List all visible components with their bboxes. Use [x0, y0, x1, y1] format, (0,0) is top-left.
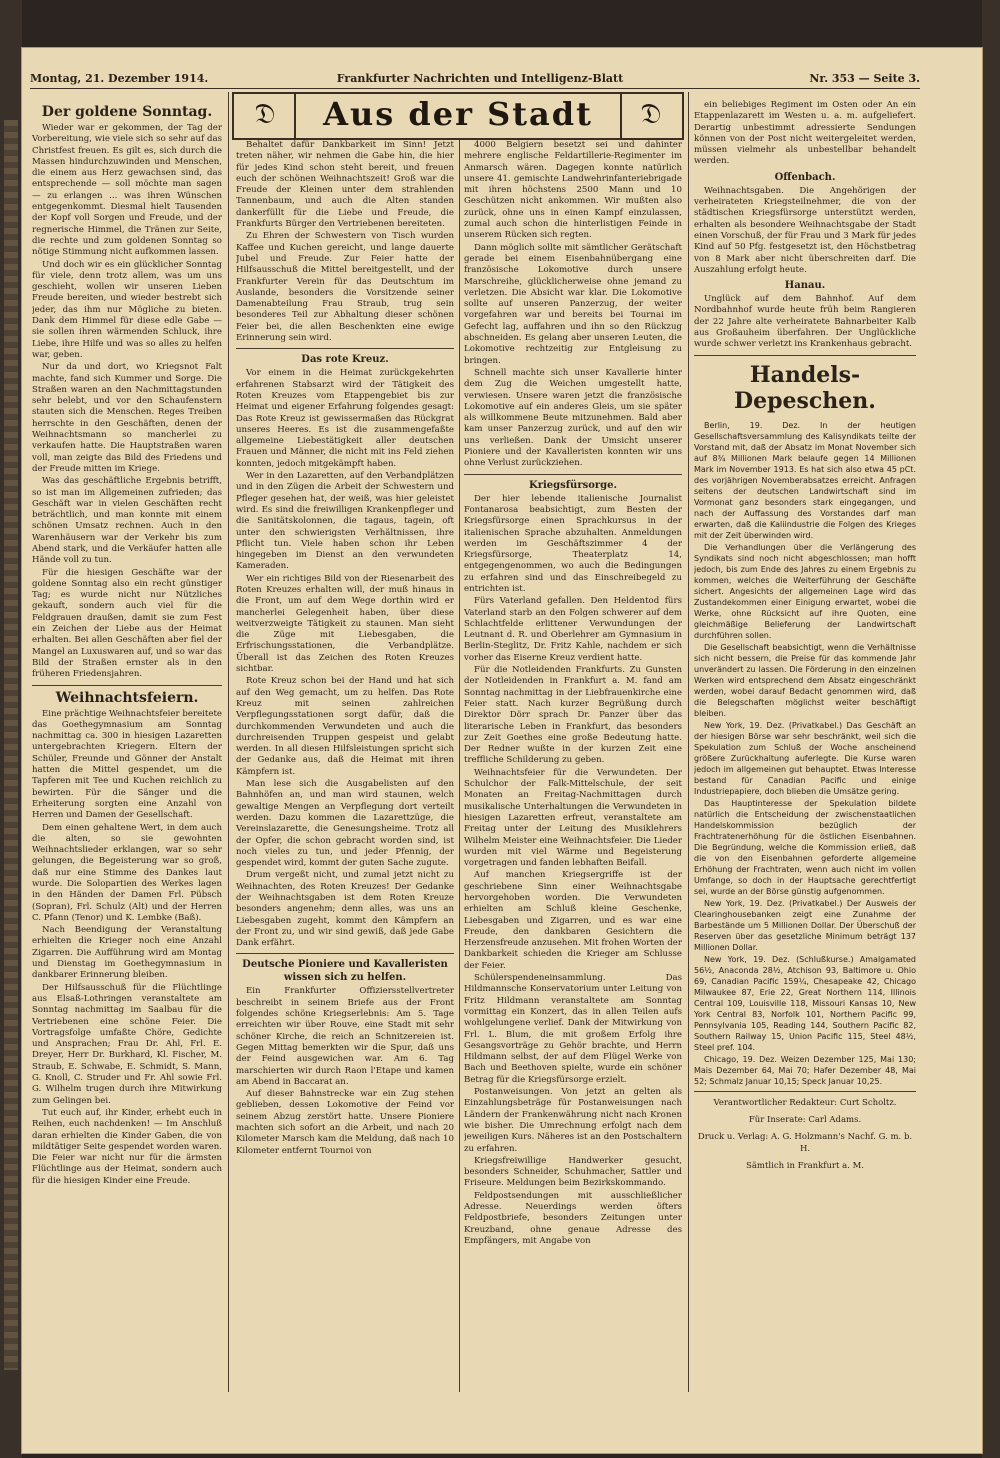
- article-paragraph: Der Hilfsausschuß für die Flüchtlinge aus Elsaß-Lothringen veranstaltete am Sonntag nachmittag im Saalbau für die Vertriebenen eine schöne Feier. Die Vortragsfolge umfaßte Chöre, Gedichte und Ansprachen; Frau Dr. Ahl, Frl. E. Dreyer, Herr Dr. Burkhard, Kl. Fischer, M. Straub, E. Schwabe, E. Schmidt, S. Mann, G. Knoll, C. Struder und Fr. Ahl sowie Frl. G. Wilhelm trugen durch ihre Mitwirkung zum Gelingen bei.: [32, 982, 222, 1106]
- article-paragraph: Feldpostsendungen mit ausschließlicher Adresse. Neuerdings werden öfters Feldpostbriefe, besonders Zeitungen unter Kreuzband, ohne genaue Adresse des Empfängers, mit Angabe von: [464, 1190, 682, 1246]
- column-2: [236, 140, 454, 1400]
- article-paragraph: Postanweisungen. Von jetzt an gelten als Einzahlungsbeträge für Postanweisungen nach Ländern der Frankenwährung nicht nach Kronen wie bisher. Die Umrechnung erfolgt nach dem jeweiligen Kurs. Näheres ist an den Postschaltern zu erfahren.: [464, 1087, 682, 1154]
- section-title: Aus der Stadt: [323, 95, 593, 133]
- article-paragraph: Fürs Vaterland gefallen. Den Heldentod fürs Vaterland starb an den Folgen schwerer auf dem Schlachtfelde erlittener Verwundungen der Leutnant d. R. und Oberlehrer am Gymnasium in Berlin-Steglitz, Dr. Fritz Kahle, nachdem er sich vorher das Eiserne Kreuz verdient hatte.: [464, 596, 682, 663]
- article-title: Der goldene Sonntag.: [41, 104, 213, 120]
- binding-edge: [4, 120, 18, 1370]
- article-paragraph: Chicago, 19. Dez. Weizen Dezember 125, Mai 130; Mais Dezember 64, Mai 70; Hafer Dezember 48, Mai 52; Schmalz Januar 10,15; Speck Januar 10,25.: [694, 1054, 916, 1086]
- article-paragraph: Wieder war er gekommen, der Tag der Vorbereitung, wie viele sich so sehr auf das Christfest freuen. Es gilt es, sich durch die Massen hindurchzuwinden und Menschen, die einem aus Herz gewachsen sind, das entsprechende — soll möchte man sagen — zu erlangen ... was ihren Wünschen entgegenkommt. Diesmal hielt Tausenden der Kopf voll Sorgen und Freude, und der regnerische Himmel, die Tränen zur Seite, die rechte und zum goldenen Sonntag so nötige Stimmung nicht aufkommen lassen.: [32, 123, 222, 258]
- column-1: [32, 100, 222, 1400]
- section-masthead: [232, 92, 684, 140]
- article-paragraph: Auf dieser Bahnstrecke war ein Zug stehen geblieben, dessen Lokomotive der Feind vor seinem Abzug zerstört hatte. Unsere Pioniere machten sich sofort an die Arbeit, und nach 20 Kilometer Marsch kam die Meldung, daß nach 10 Kilometer entfernt Tournoi von: [236, 1089, 454, 1156]
- section-divider: [236, 953, 454, 954]
- article-paragraph: Drum vergeßt nicht, und zumal jetzt nicht zu Weihnachten, des Roten Kreuzes! Der Gedanke der Weihnachtsgaben ist dem Roten Kreuze besonders angenehm; denn alles, was uns an Liebesgaben zugeht, kommt den Kämpfern an der Front zu, und wir sind gewiß, daß jede Gabe Dank erfährt.: [236, 870, 454, 949]
- article-paragraph: Vor einem in die Heimat zurückgekehrten erfahrenen Stabsarzt wird der Tätigkeit des Roten Kreuzes vom Etappengebiet bis zur Heimat und eigener Erfahrung folgendes gesagt: Das Rote Kreuz ist gewissermaßen das Rückgrat unseres Heeres. Es ist die zusammengefaßte allgemeine Liebestätigkeit aller deutschen Frauen und Männer, die nicht mit ins Feld ziehen konnten, jedoch mitgekämpft haben.: [236, 368, 454, 469]
- article-paragraph: New York, 19. Dez. (Schlußkurse.) Amalgamated 56½, Anaconda 28½, Atchison 93, Baltimore u. Ohio 69, Canadian Pacific 159¼, Chesapeake 42, Chicago Milwaukee 87, Erie 22, Great Northern 114, Illinois Central 109, Louisville 118, Missouri Kansas 10, New York Central 83, Norfolk 101, Northern Pacific 99, Pennsylvania 105, Reading 144, Southern Pacific 82, Southern Railway 15, Union Pacific 115, Steel 48½, Steel pref. 104.: [694, 954, 916, 1052]
- article-paragraph: Der hier lebende italienische Journalist Fontanarosa beabsichtigt, zum Besten der Kriegsfürsorge einen Sprachkursus in der italienischen Sprache abzuhalten. Anmeldungen werden im Geschäftszimmer 4 der Kriegsfürsorge, Theaterplatz 14, entgegengenommen, wo auch die Bedingungen zu erfahren sind und das Einschreibegeld zu entrichten ist.: [464, 493, 682, 594]
- section-divider: [32, 685, 222, 686]
- article-paragraph: Für die hiesigen Geschäfte war der goldene Sonntag also ein recht günstiger Tag; es wurde nicht nur Nützliches gekauft, sondern auch viel für die Feldgrauen draußen, damit sie zum Fest ein Zeichen der Liebe aus der Heimat erhalten. Bei allen Geschäften aber fiel der Mangel an Luxuswaren auf, und so war das Bild der Straßen ernster als in den früheren Friedensjahren.: [32, 567, 222, 680]
- column-3: [464, 140, 682, 1400]
- article-title: Deutsche Pioniere und Kavalleristen wissen sich zu helfen.: [242, 959, 448, 984]
- article-paragraph: Zu Ehren der Schwestern von Tisch wurden Kaffee und Kuchen gereicht, und lange dauerte Jubel und Freude. Zur Feier hatte der Hilfsausschuß die Mittel bereitgestellt, und der Frankfurter Verein für das Deutschtum im Auslande, besonders die Vorsitzende seiner Damenabteilung Frau Straub, trug sein besonderes Teil zur Abhaltung dieser schönen Feier bei, die allen Beschenkten eine ewige Erinnerung sein wird.: [236, 231, 454, 344]
- article-paragraph: Nur da und dort, wo Kriegsnot Falt machte, fand sich Kummer und Sorge. Die Straßen waren an den Nachmittagstunden sehr belebt, und vor den Schaufenstern stauten sich die Menschen. Reges Treiben herrschte in den Geschäften, denen der Weihnachtsmann so mancherlei zu verkaufen hatte. Die Hauptstraßen waren voll, man zeigte das Bild des Friedens und der Freude mitten im Kriege.: [32, 362, 222, 474]
- article-title: Weihnachtsfeiern.: [55, 689, 199, 706]
- article-paragraph: Und doch wir es ein glücklicher Sonntag für viele, denn trotz allem, was um uns geschieht, wollen wir unseren Lieben Freude bereiten, und wieder bestrebt sich jeder, das ihm nur Mögliche zu bieten. Dank dem Himmel für diese edle Gabe — sie sollen ihren wärmenden Schluck, ihre Liebe, ihre Hilfe und was so alles zu helfen war, geben.: [32, 259, 222, 360]
- header-date: Montag, 21. Dezember 1914.: [30, 72, 209, 85]
- section-divider: [694, 1091, 916, 1092]
- article-paragraph: Wer in den Lazaretten, auf den Verbandplätzen und in den Zügen die Arbeit der Schwestern und Pfleger gesehen hat, der weiß, was hier geleistet wird. Es sind die freiwilligen Krankenpfleger und die Sanitätskolonnen, die tagaus, tagein, oft unter den schwierigsten Verhältnissen, ihre Pflicht tun. Viele haben schon ihr Leben hingegeben im Dienst an den verwundeten Kameraden.: [236, 471, 454, 572]
- article-paragraph: Die Gesellschaft beabsichtigt, wenn die Verhältnisse sich nicht bessern, die Preise für das kommende Jahr unverändert zu lassen. Die Förderung in den einzelnen Werken wird entsprechend dem Absatz eingeschränkt werden, wobei darauf Bedacht genommen wird, daß die Belegschaften möglichst weiter beschäftigt bleiben.: [694, 642, 916, 718]
- imprint-ads: Für Inserate: Carl Adams.: [748, 1114, 862, 1125]
- location-heading: Hanau.: [784, 280, 826, 292]
- article-paragraph: Kriegsfreiwillige Handwerker gesucht, besonders Schneider, Schuhmacher, Sattler und Friseure. Meldungen beim Bezirkskommando.: [464, 1155, 682, 1189]
- column-rule: [688, 92, 689, 1392]
- article-paragraph: Rote Kreuz schon bei der Hand und hat sich auf den Weg gemacht, um zu helfen. Das Rote Kreuz mit seinen zahlreichen Verpflegungsstationen sorgt dafür, daß die durchkommenden Verwundeten und auch die durchreisenden Truppen gespeist und gelabt werden. In all diesen Hilfsleistungen spricht sich der Gedanke aus, daß die Heimat mit ihren Kämpfern ist.: [236, 676, 454, 777]
- article-paragraph: Nach Beendigung der Veranstaltung erhielten die Krieger noch eine Anzahl Zigarren. Die Aufführung wird am Montag und Dienstag im Goethegymnasium in dankbarer Erinnerung bleiben.: [32, 925, 222, 981]
- imprint-publisher: Druck u. Verlag: A. G. Holzmann's Nachf. G. m. b. H.: [697, 1132, 913, 1154]
- article-paragraph: Schülerspendeneinsammlung. Das Hildmannsche Konservatorium unter Leitung von Fritz Hildmann veranstaltete am Sonntag vormittag ein Konzert, das in allen Teilen aufs wohlgelungene verlief. Dank der Mitwirkung von Frl. L. Blum, die mit großem Erfolg ihre Gesangsvorträge zu Gehör brachte, und Herrn Hildmann selbst, der auf dem Flügel Werke von Bach und Beethoven spielte, wurde ein schöner Betrag für die Kriegsfürsorge erzielt.: [464, 973, 682, 1085]
- article-paragraph: Was das geschäftliche Ergebnis betrifft, so ist man im Allgemeinen zufrieden; das Geschäft war in vielen Geschäften recht beträchtlich, und man konnte mit einem schönen Umsatz rechnen. Auch in den Warenhäusern war der Verkehr bis zum Abend stark, und die Verkäufer hatten alle Hände voll zu tun.: [32, 476, 222, 566]
- page-right-edge: [982, 0, 1000, 1458]
- location-heading: Offenbach.: [774, 171, 836, 183]
- article-paragraph: Wer ein richtiges Bild von der Riesenarbeit des Roten Kreuzes erhalten will, der muß hinaus in die Front, um auf dem Wege dorthin wird er mancherlei Gelegenheit haben, über diese weitverzweigte Tätigkeit zu staunen. Man sieht die Züge mit Liebesgaben, die Erfrischungsstationen, die Verbandplätze. Überall ist das Zeichen des Roten Kreuzes sichtbar.: [236, 573, 454, 675]
- header-paper-name: Frankfurter Nachrichten und Intelligenz-Blatt: [336, 72, 624, 85]
- masthead-divider: [620, 94, 622, 138]
- article-title: Handels-Depeschen.: [734, 361, 876, 414]
- header-issue: Nr. 353 — Seite 3.: [809, 72, 920, 85]
- article-paragraph: New York, 19. Dez. (Privatkabel.) Das Geschäft an der hiesigen Börse war sehr beschränkt, weil sich die Spekulation zum Schluß der Woche anscheinend größere Zurückhaltung auferlegte. Die Kurse waren jedoch im allgemeinen gut behauptet. Etwas Interesse bestand für Canadian Pacific und einige Industriepapiere, doch blieben die Umsätze gering.: [694, 720, 916, 796]
- article-title: Kriegsfürsorge.: [529, 479, 617, 491]
- article-paragraph: Für die Notleidenden Frankfurts. Zu Gunsten der Notleidenden in Frankfurt a. M. fand am Sonntag nachmittag in der Liebfrauenkirche eine Feier statt. Nach kurzer Begrüßung durch Direktor Dörr sprach Dr. Panzer über das literarische Leben in Frankfurt, das besonders zur Zeit Goethes eine große Bedeutung hatte. Der Redner wußte in der kurzen Zeit eine treffliche Schilderung zu geben.: [464, 665, 682, 766]
- article-paragraph: Ein Frankfurter Offiziersstellvertreter beschreibt in seinem Briefe aus der Front folgendes schöne Kriegserlebnis: Am 5. Tage erreichten wir über Rouve, eine Stadt mit sehr schöner Kirche, die reich an Schnitzereien ist. Gegen Mittag bemerkten wir die Spur, daß uns der Feind ausgewichen war. Am 6. Tag marschierten wir durch Raon l'Etape und kamen am Abend in Baccarat an.: [236, 986, 454, 1087]
- article-paragraph: Schnell machte sich unser Kavallerie hinter dem Zug die Weichen umgestellt hatte, verwiesen. Unsere waren jetzt die französische Lokomotive auf ein anderes Gleis, um sie später als willkommene Beute mitzunehmen. Bald aber kam unser Panzerzug zurück, und auf den wir uns verließen. Dank der Umsicht unserer Pioniere und der Kavalleristen konnten wir uns ohne Verlust zurückziehen.: [464, 367, 682, 469]
- article-paragraph: Dann möglich sollte mit sämtlicher Gerätschaft gerade bei einem Eisenbahnübergang eine französische Lokomotive durch unsere Marschreihe, glücklicherweise ohne jemand zu verletzen. Die Absicht war klar. Die Lokomotive sollte auf unseren Panzerzug, der weiter vorgefahren war und bereits bei Tournai im Gefecht lag, auffahren und ihn so den Rückzug abschneiden. Es gelang aber unseren Leuten, die Lokomotive rechtzeitig zur Entgleisung zu bringen.: [464, 242, 682, 366]
- article-paragraph: Weihnachtsgaben. Die Angehörigen der verheirateten Kriegsteilnehmer, die von der städtischen Kriegsfürsorge unterstützt werden, erhalten als besondere Weihnachtsgabe der Stadt einen Vorschuß, der für Frau und 3 Mark für jedes Kind auf 50 Pfg. festgesetzt ist, den Höchstbetrag von 8 Mark aber nicht überschreiten darf. Die Auszahlung erfolgt heute.: [694, 185, 916, 275]
- article-paragraph: Tut euch auf, ihr Kinder, erhebt euch in Reihen, euch nachdenken! — Im Anschluß daran erhielten die Kinder Gaben, die von mildtätiger Seite gespendet worden waren. Die Feier war nicht nur für die ärmsten Flüchtlinge aus der Heimat, sondern auch für die hiesigen Kinder eine Freude.: [32, 1107, 222, 1186]
- article-paragraph: Auf manchen Kriegsergriffe ist der geschriebene Sinn einer Weihnachtsgabe hervorgehoben worden. Die Verwundeten erhielten am Schluß kleine Geschenke, Liebesgaben und Zigarren, und es war eine Freude, den dankbaren Gesichtern die Herzensfreude anzusehen. Mit frohen Worten der Dankbarkeit schieden die Krieger am Schlusse der Feier.: [464, 870, 682, 971]
- imprint-editor: Verantwortlicher Redakteur: Curt Scholtz.: [713, 1097, 897, 1108]
- article-paragraph: Die Verhandlungen über die Verlängerung des Syndikats sind noch nicht abgeschlossen; man hofft jedoch, bis zum Ende des Jahres zu einem Ergebnis zu kommen, welches die Weiterführung der Geschäfte sichert. Angesichts der allgemeinen Lage wird das Zustandekommen einer Einigung erwartet, wobei die Werke, ohne Rücksicht auf ihre Quoten, eine gleichmäßige Belieferung der Landwirtschaft durchführen sollen.: [694, 542, 916, 640]
- section-divider: [694, 355, 916, 356]
- article-paragraph: Unglück auf dem Bahnhof. Auf dem Nordbahnhof wurde heute früh beim Rangieren der 22 Jahre alte verheiratete Bahnarbeiter Kalb aus Großauheim überfahren. Der Unglückliche wurde schwer verletzt ins Krankenhaus gebracht.: [694, 294, 916, 350]
- article-paragraph: 4000 Belgiern besetzt sei und dahinter mehrere englische Feldartillerie-Regimenter im Anmarsch wären. Dagegen konnte natürlich unsere 41. gemischte Landwehrinfanteriebrigade mit ihren höchstens 2500 Mann und 10 Geschützen nicht ankommen. Wir mußten also zurück, ohne uns in einen Kampf einzulassen, zumal auch schon die hinterlistigen Feinde in unserem Rücken sich regten.: [464, 140, 682, 241]
- book-binding: [0, 0, 22, 1458]
- article-paragraph: Berlin, 19. Dez. In der heutigen Gesellschaftsversammlung des Kalisyndikats teilte der Vorstand mit, daß der Absatz im Monat November sich auf 8¾ Millionen Mark belaufe gegen 14 Millionen Mark im November 1913. Es hat sich also etwa 45 pCt. des vorjährigen Novemberabsatzes erreicht. Anfragen seitens der deutschen Landwirtschaft sind im Vormonat ganz besonders stark eingegangen, und nach der Auffassung des Vorstandes darf man erwarten, daß die Kaliindustrie die Folgen des Krieges mit der Zeit überwinden wird.: [694, 420, 916, 540]
- article-paragraph: New York, 19. Dez. (Privatkabel.) Der Ausweis der Clearinghousebanken zeigt eine Zunahme der Barbestände um 5 Millionen Dollar. Der Überschuß der Reserven über das gesetzliche Minimum beträgt 137 Millionen Dollar.: [694, 898, 916, 952]
- article-title: Das rote Kreuz.: [301, 354, 389, 366]
- column-rule: [459, 140, 460, 1392]
- article-paragraph: Behaltet dafür Dankbarkeit im Sinn! Jetzt treten näher, wir nehmen die Gabe hin, die hier für jedes Kind schon steht bereit, und freuen euch der schönen Weihnachtszeit! Groß war die Freude der Kleinen unter dem strahlenden Tannenbaum, und auch die Alten standen dankerfüllt für die Liebe und Freude, die Frankfurts Bürger den Vertriebenen bereiteten.: [236, 140, 454, 230]
- column-4: [694, 100, 916, 1400]
- ornament-left-icon: 𝔇: [254, 97, 276, 130]
- article-paragraph: Das Hauptinteresse der Spekulation bildete natürlich die Entscheidung der zwischenstaatlichen Handelskommission bezüglich der Frachtratenerhöhung für die östlichen Eisenbahnen. Die Begründung, welche die Kommission erließ, daß die von den Eisenbahnen geforderte allgemeine Erhöhung der Frachtraten, wenn auch nicht im vollen Umfange, so doch in der Hauptsache gerechtfertigt sei, wurde an der Börse günstig aufgenommen.: [694, 798, 916, 896]
- article-paragraph: ein beliebiges Regiment im Osten oder An ein Etappenlazarett im Westen u. a. m. aufgeliefert. Derartig unbestimmt adressierte Sendungen können von der Post nicht weitergeleitet werden, müssen vielmehr als unbestellbar behandelt werden.: [694, 100, 916, 167]
- article-paragraph: Eine prächtige Weihnachtsfeier bereitete das Goethegymnasium am Sonntag nachmittag ca. 300 in hiesigen Lazaretten untergebrachten Kriegern. Eltern der Schüler, Freunde und Gönner der Anstalt hatten die Mittel gespendet, um die Tapferen mit Tee und Kuchen reichlich zu bewirten. Für die Sänger und die Erheiterung sorgten eine Anzahl von Herren und Damen der Gesellschaft.: [32, 708, 222, 821]
- section-divider: [236, 348, 454, 349]
- ornament-right-icon: 𝔇: [640, 97, 662, 130]
- article-paragraph: Weihnachtsfeier für die Verwundeten. Der Schulchor der Falk-Mittelschule, der seit Monaten an Freitag-Nachmittagen durch musikalische Unterhaltungen die Verwundeten in hiesigen Lazaretten erfreut, veranstaltete am Freitag unter der Leitung des Musiklehrers Wilhelm Meister eine Weihnachtsfeier. Die Lieder wurden mit viel Wärme und Begeisterung vorgetragen und fanden lebhaften Beifall.: [464, 767, 682, 869]
- imprint-location: Sämtlich in Frankfurt a. M.: [746, 1160, 864, 1171]
- column-rule: [228, 92, 229, 1392]
- header-rule: [30, 88, 920, 89]
- article-paragraph: Man lese sich die Ausgabelisten auf den Bahnhöfen an, und man wird staunen, welch gewaltige Mengen an Verpflegung dort verteilt werden. Dazu kommen die Lazarettzüge, die Vereinslazarette, die Genesungsheime. Trotz all der Opfer, die schon gebracht worden sind, ist noch vieles zu tun, und jeder Pfennig, der gespendet wird, kommt der guten Sache zugute.: [236, 779, 454, 869]
- section-divider: [464, 474, 682, 475]
- article-paragraph: Dem einen gehaltene Wert, in dem auch die alten, so sie gewohnten Weihnachtslieder erklangen, war so sehr gelungen, die Begeisterung war so groß, daß nur eine Stimme des Dankes laut wurde. Die Solopartien des Werkes lagen in den Händen der Damen Frl. Pübsch (Sopran), Frl. Schulz (Alt) und der Herren C. Pfann (Tenor) und K. Lembke (Baß).: [32, 822, 222, 923]
